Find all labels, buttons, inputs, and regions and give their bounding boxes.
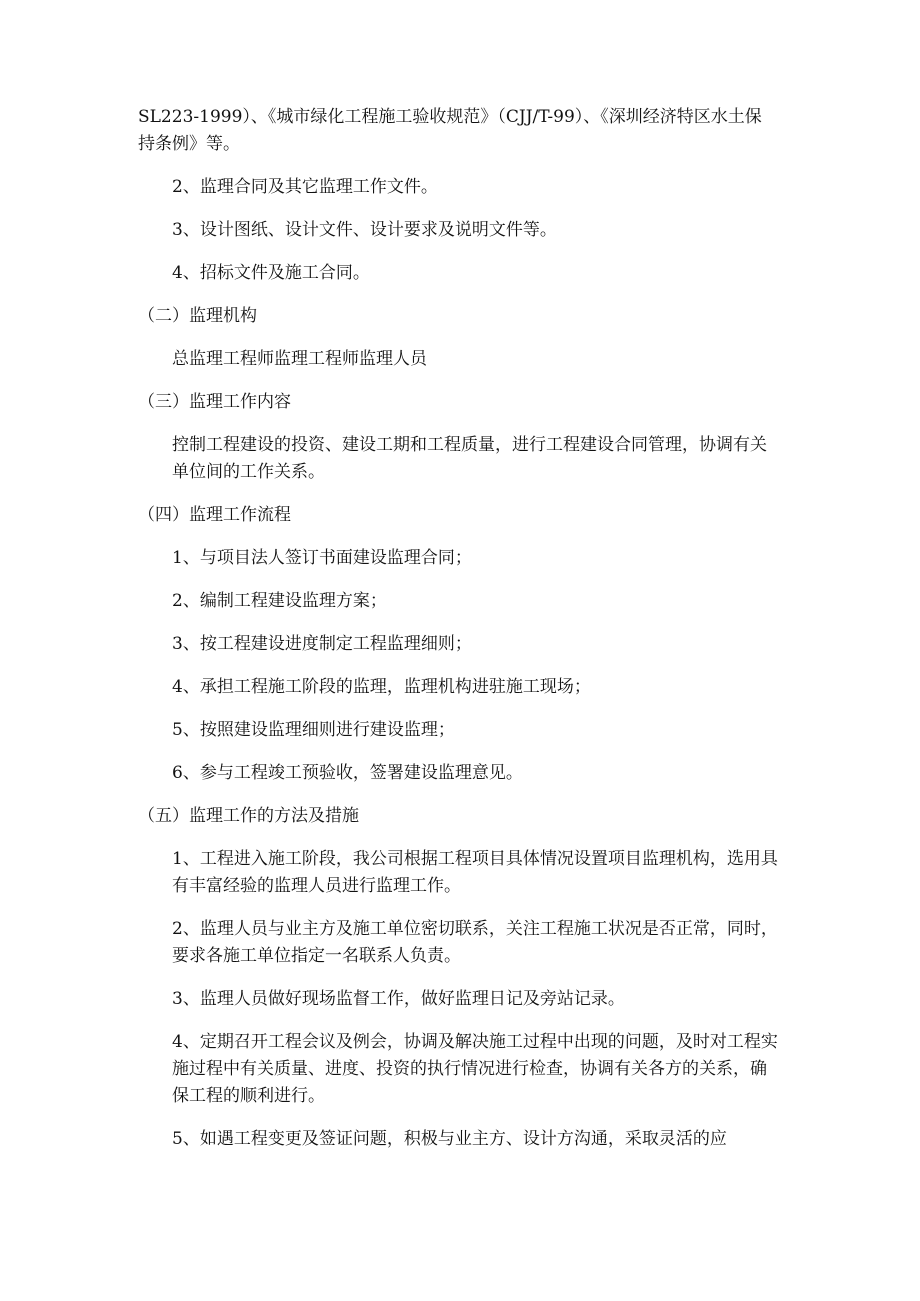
method-item-3: 3、监理人员做好现场监督工作，做好监理日记及旁站记录。 bbox=[172, 989, 625, 1009]
flow-step-3: 3、按工程建设进度制定工程监理细则； bbox=[172, 634, 472, 654]
paragraph-item-4: 4、招标文件及施工合同。 bbox=[172, 263, 370, 283]
method-item-5: 5、如遇工程变更及签证问题，积极与业主方、设计方沟通，采取灵活的应 bbox=[172, 1129, 727, 1149]
document-page bbox=[138, 104, 778, 1153]
section-heading-2: （二）监理机构 bbox=[138, 306, 257, 326]
paragraph-org-structure: 总监理工程师监理工程师监理人员 bbox=[172, 349, 427, 369]
flow-step-6: 6、参与工程竣工预验收，签署建设监理意见。 bbox=[172, 763, 523, 783]
section-heading-5: （五）监理工作的方法及措施 bbox=[138, 806, 359, 826]
section-heading-3: （三）监理工作内容 bbox=[138, 392, 291, 412]
flow-step-5: 5、按照建设监理细则进行建设监理； bbox=[172, 720, 455, 740]
paragraph-item-2: 2、监理合同及其它监理工作文件。 bbox=[172, 177, 438, 197]
flow-step-4: 4、承担工程施工阶段的监理，监理机构进驻施工现场； bbox=[172, 677, 591, 697]
method-item-1: 1、工程进入施工阶段，我公司根据工程项目具体情况设置项目监理机构，选用具有丰富经验的监理人员进行监理工作。 bbox=[172, 849, 778, 896]
section-heading-4: （四）监理工作流程 bbox=[138, 505, 291, 525]
paragraph-standards-list: SL223-1999）、《城市绿化工程施工验收规范》（CJJ/T-99）、《深圳经济特区水土保持条例》等。 bbox=[138, 107, 762, 154]
paragraph-item-3: 3、设计图纸、设计文件、设计要求及说明文件等。 bbox=[172, 220, 557, 240]
method-item-4: 4、定期召开工程会议及例会，协调及解决施工过程中出现的问题，及时对工程实施过程中有关质量、进度、投资的执行情况进行检查，协调有关各方的关系，确保工程的顺利进行。 bbox=[172, 1032, 778, 1106]
method-item-2: 2、监理人员与业主方及施工单位密切联系，关注工程施工状况是否正常，同时，要求各施工单位指定一名联系人负责。 bbox=[172, 919, 778, 966]
flow-step-1: 1、与项目法人签订书面建设监理合同； bbox=[172, 548, 472, 568]
paragraph-work-content: 控制工程建设的投资、建设工期和工程质量，进行工程建设合同管理，协调有关单位间的工作关系。 bbox=[172, 435, 767, 482]
flow-step-2: 2、编制工程建设监理方案； bbox=[172, 591, 387, 611]
